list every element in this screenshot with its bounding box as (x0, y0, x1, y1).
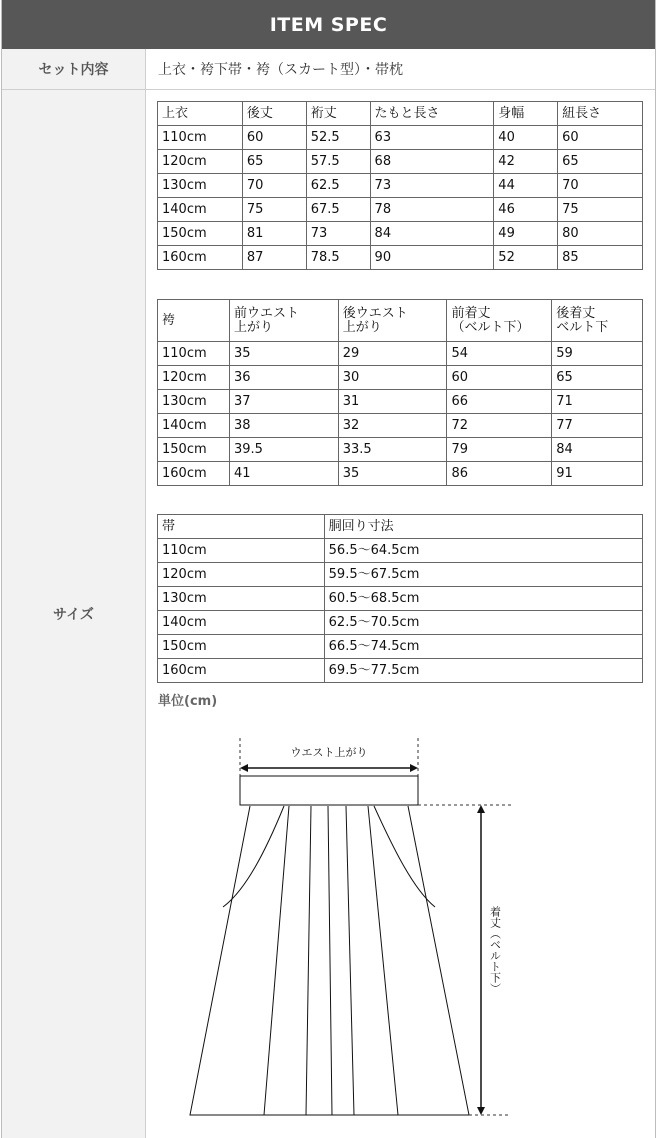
size-label: サイズ (2, 90, 146, 1138)
top-size-table-row (158, 174, 643, 198)
top-size-table-cell: 75 (242, 198, 306, 222)
pleat-line (306, 806, 311, 1115)
top-size-table-cell: 160cm (158, 246, 243, 270)
top-size-table-cell: 78.5 (306, 246, 370, 270)
hakama-size-table-cell: 110cm (158, 342, 230, 366)
hakama-size-table-cell: 79 (447, 438, 552, 462)
obi-size-table-header-row (158, 515, 643, 539)
hakama-size-table-cell: 59 (552, 342, 643, 366)
top-size-table-cell: 110cm (158, 126, 243, 150)
top-size-table-cell: 49 (494, 222, 558, 246)
top-size-table-cell: 87 (242, 246, 306, 270)
hakama-size-table-body (158, 300, 643, 486)
set-contents-label: セット内容 (2, 49, 146, 90)
top-size-table-cell: 80 (558, 222, 643, 246)
obi-size-table-row (158, 587, 643, 611)
obi-size-table-header-cell: 帯 (158, 515, 325, 539)
obi-size-table-cell: 66.5〜74.5cm (324, 635, 642, 659)
top-size-table-cell: 90 (370, 246, 494, 270)
hakama-size-table-cell: 160cm (158, 462, 230, 486)
hakama-size-table-cell: 71 (552, 390, 643, 414)
hakama-size-table (157, 299, 643, 486)
hakama-size-table-cell: 31 (338, 390, 447, 414)
obi-size-table-row (158, 659, 643, 683)
obi-size-table-cell: 62.5〜70.5cm (324, 611, 642, 635)
pleat-line (346, 806, 354, 1115)
obi-size-table-body (158, 515, 643, 683)
hakama-size-table-cell: 39.5 (229, 438, 338, 462)
top-size-table-body (158, 102, 643, 270)
hakama-size-table-cell: 130cm (158, 390, 230, 414)
hakama-size-table-cell: 29 (338, 342, 447, 366)
hakama-size-table-cell: 35 (338, 462, 447, 486)
pleat-line (264, 806, 289, 1115)
obi-size-table (157, 514, 643, 683)
top-size-table-cell: 70 (242, 174, 306, 198)
length-arrow-top-head (477, 805, 485, 813)
top-size-table-cell: 84 (370, 222, 494, 246)
top-size-table-cell: 73 (306, 222, 370, 246)
hakama-size-table-header-cell: 後ウエスト 上がり (338, 300, 447, 342)
hakama-size-table-header-cell: 前ウエスト 上がり (229, 300, 338, 342)
pleat-line (328, 806, 332, 1115)
hakama-size-table-row (158, 342, 643, 366)
top-size-table-cell: 46 (494, 198, 558, 222)
hakama-size-table-cell: 54 (447, 342, 552, 366)
waist-arrow-right-head (410, 764, 418, 772)
hakama-size-table-cell: 41 (229, 462, 338, 486)
hakama-size-table-cell: 84 (552, 438, 643, 462)
top-size-table-cell: 130cm (158, 174, 243, 198)
top-size-table-cell: 85 (558, 246, 643, 270)
hakama-size-table-header-cell: 後着丈 ベルト下 (552, 300, 643, 342)
hakama-size-table-cell: 91 (552, 462, 643, 486)
obi-size-table-cell: 56.5〜64.5cm (324, 539, 642, 563)
hakama-size-table-cell: 66 (447, 390, 552, 414)
hakama-size-table-cell: 120cm (158, 366, 230, 390)
top-size-table-cell: 63 (370, 126, 494, 150)
obi-size-table-cell: 110cm (158, 539, 325, 563)
top-size-table-cell: 68 (370, 150, 494, 174)
length-arrow-bottom-head (477, 1107, 485, 1115)
top-size-table-cell: 52 (494, 246, 558, 270)
hakama-diagram (146, 720, 546, 1130)
top-size-table-row (158, 222, 643, 246)
waist-label: ウエスト上がり (290, 746, 368, 759)
hakama-size-table-cell: 30 (338, 366, 447, 390)
pleat-line (368, 806, 398, 1115)
hakama-size-table-row (158, 366, 643, 390)
hakama-size-table-cell: 36 (229, 366, 338, 390)
hakama-size-table-header-row (158, 300, 643, 342)
obi-size-table-cell: 140cm (158, 611, 325, 635)
top-size-table-cell: 60 (558, 126, 643, 150)
top-size-table-header-cell: 上衣 (158, 102, 243, 126)
top-size-table-cell: 67.5 (306, 198, 370, 222)
hakama-size-table-cell: 86 (447, 462, 552, 486)
hakama-size-table-cell: 140cm (158, 414, 230, 438)
length-label: 着丈（ベルト下） (488, 906, 502, 994)
obi-size-table-row (158, 611, 643, 635)
top-size-table-cell: 65 (558, 150, 643, 174)
top-size-table-cell: 65 (242, 150, 306, 174)
top-size-table-header-row (158, 102, 643, 126)
hakama-size-table-header-cell: 袴 (158, 300, 230, 342)
top-size-table-row (158, 126, 643, 150)
set-contents-value: 上衣・袴下帯・袴（スカート型）・帯枕 (146, 49, 655, 90)
hakama-size-table-cell: 65 (552, 366, 643, 390)
top-size-table-header-cell: 後丈 (242, 102, 306, 126)
obi-size-table-cell: 59.5〜67.5cm (324, 563, 642, 587)
obi-size-table-cell: 60.5〜68.5cm (324, 587, 642, 611)
hakama-size-table-cell: 35 (229, 342, 338, 366)
hakama-size-table-row (158, 462, 643, 486)
obi-size-table-header-cell: 胴回り寸法 (324, 515, 642, 539)
obi-size-table-row (158, 563, 643, 587)
hakama-size-table-row (158, 390, 643, 414)
hakama-size-table-cell: 77 (552, 414, 643, 438)
hakama-size-table-row (158, 438, 643, 462)
top-size-table-cell: 73 (370, 174, 494, 198)
hakama-size-table-cell: 33.5 (338, 438, 447, 462)
top-size-table (157, 101, 643, 270)
obi-size-table-cell: 160cm (158, 659, 325, 683)
obi-size-table-cell: 130cm (158, 587, 325, 611)
top-size-table-header-cell: 身幅 (494, 102, 558, 126)
top-size-table-cell: 42 (494, 150, 558, 174)
top-size-table-row (158, 150, 643, 174)
top-size-table-cell: 40 (494, 126, 558, 150)
item-spec-title: ITEM SPEC (2, 0, 655, 49)
top-size-table-cell: 70 (558, 174, 643, 198)
hakama-size-table-header-cell: 前着丈 （ベルト下） (447, 300, 552, 342)
hakama-size-table-cell: 150cm (158, 438, 230, 462)
top-size-table-row (158, 198, 643, 222)
top-size-table-cell: 81 (242, 222, 306, 246)
top-size-table-cell: 78 (370, 198, 494, 222)
top-size-table-cell: 75 (558, 198, 643, 222)
item-spec-panel (1, 0, 656, 1138)
hakama-size-table-cell: 38 (229, 414, 338, 438)
top-size-table-header-cell: 紐長さ (558, 102, 643, 126)
top-size-table-row (158, 246, 643, 270)
left-slit (223, 806, 284, 907)
obi-size-table-cell: 150cm (158, 635, 325, 659)
unit-note: 単位(cm) (158, 694, 218, 709)
hakama-size-table-cell: 60 (447, 366, 552, 390)
obi-size-table-cell: 69.5〜77.5cm (324, 659, 642, 683)
top-size-table-header-cell: たもと長さ (370, 102, 494, 126)
hakama-size-table-cell: 37 (229, 390, 338, 414)
waist-arrow-left-head (240, 764, 248, 772)
obi-size-table-row (158, 635, 643, 659)
top-size-table-header-cell: 裄丈 (306, 102, 370, 126)
top-size-table-cell: 150cm (158, 222, 243, 246)
top-size-table-cell: 57.5 (306, 150, 370, 174)
top-size-table-cell: 120cm (158, 150, 243, 174)
waistband (240, 776, 418, 805)
right-slit (374, 806, 435, 907)
obi-size-table-row (158, 539, 643, 563)
obi-size-table-cell: 120cm (158, 563, 325, 587)
hakama-size-table-row (158, 414, 643, 438)
hakama-size-table-cell: 72 (447, 414, 552, 438)
top-size-table-cell: 60 (242, 126, 306, 150)
top-size-table-cell: 140cm (158, 198, 243, 222)
hakama-size-table-cell: 32 (338, 414, 447, 438)
top-size-table-cell: 44 (494, 174, 558, 198)
top-size-table-cell: 52.5 (306, 126, 370, 150)
top-size-table-cell: 62.5 (306, 174, 370, 198)
